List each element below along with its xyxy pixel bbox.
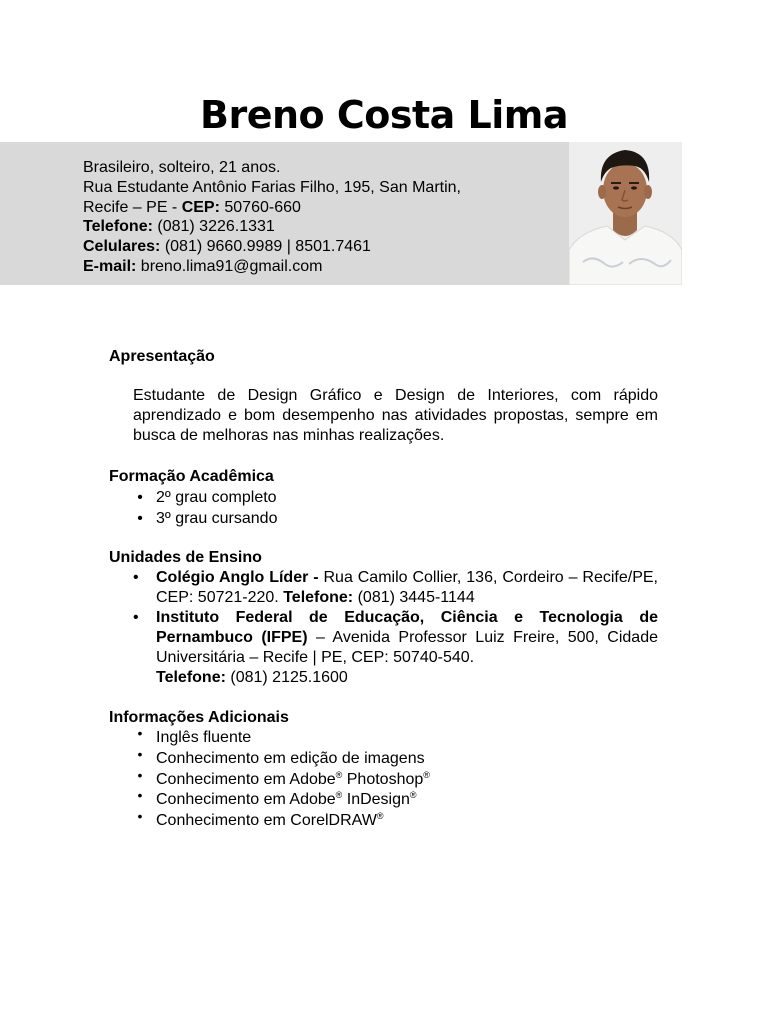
additional-item-text: Conhecimento em Adobe <box>156 791 336 809</box>
city-text: Recife – PE - <box>83 198 182 216</box>
list-item <box>109 725 658 749</box>
schools-title: Unidades de Ensino <box>109 549 262 566</box>
additional-item-product: Photoshop <box>342 770 424 788</box>
additional-item-text: Inglês fluente <box>156 729 252 746</box>
school-phone-value: (081) 2125.1600 <box>225 669 348 686</box>
bullet-icon: • <box>137 745 143 762</box>
list-item <box>109 487 658 508</box>
cep-label: CEP: <box>181 198 220 216</box>
school-address: Rua Camilo Collier, 136, Cordeiro – Recife/PE, CEP: 50721-220. <box>156 569 658 606</box>
list-item <box>109 745 658 770</box>
additional-list <box>109 725 658 832</box>
bullet-icon: • <box>133 609 139 626</box>
list-item <box>109 766 658 791</box>
education-item: 2º grau completo <box>156 489 277 506</box>
contact-line-phone <box>83 217 563 237</box>
cell-label: Celulares: <box>83 238 161 256</box>
school-phone-value: (081) 3445-1144 <box>353 589 475 606</box>
registered-mark: ® <box>376 811 384 822</box>
profile-photo <box>569 142 682 285</box>
list-item <box>109 808 658 832</box>
contact-line-personal: Brasileiro, solteiro, 21 anos. <box>83 159 281 176</box>
resume-content <box>109 347 658 832</box>
bullet-icon: • <box>137 725 143 741</box>
cell-value: (081) 9660.9989 | 8501.7461 <box>160 238 371 256</box>
list-item <box>109 608 658 688</box>
registered-mark: ® <box>423 769 430 780</box>
additional-item-text: Conhecimento em Adobe <box>156 770 336 788</box>
bullet-icon: • <box>137 787 143 804</box>
additional-title: Informações Adicionais <box>109 709 289 726</box>
phone-value: (081) 3226.1331 <box>152 218 275 236</box>
list-item <box>109 508 658 529</box>
email-value: breno.lima91@gmail.com <box>136 257 323 275</box>
presentation-text: Estudante de Design Gráfico e Design de Interiores, com rápido aprendizado e bom desempenho nas atividades propostas, sempre em busca de melhoras nas minhas realizações. <box>133 387 658 444</box>
bullet-icon: • <box>133 569 139 586</box>
contact-line-city <box>83 198 563 218</box>
school-name: Instituto Federal de Educação, Ciência e Tecnologia de Pernambuco (IFPE) <box>156 609 658 646</box>
bullet-icon: • <box>137 766 143 783</box>
registered-mark: ® <box>335 769 343 780</box>
additional-item-text: Conhecimento em CorelDRAW <box>156 812 377 830</box>
school-address: – Avenida Professor Luiz Freire, 500, Cidade Universitária – Recife | PE, CEP: 50740-540. <box>156 629 658 666</box>
presentation-title: Apresentação <box>109 348 215 365</box>
education-title: Formação Acadêmica <box>109 468 274 485</box>
bullet-icon: • <box>137 489 143 506</box>
contact-line-email <box>83 257 563 277</box>
list-item <box>109 787 658 811</box>
additional-item-product: InDesign <box>342 791 410 809</box>
school-phone-label: Telefone: <box>283 589 354 606</box>
education-item: 3º grau cursando <box>156 510 278 527</box>
cep-value: 50760-660 <box>219 198 301 216</box>
phone-label: Telefone: <box>83 218 153 236</box>
contact-line-address: Rua Estudante Antônio Farias Filho, 195, San Martin, <box>83 178 461 196</box>
school-phone-label: Telefone: <box>156 669 226 686</box>
additional-item-text: Conhecimento em edição de imagens <box>156 749 425 767</box>
resume-name: Breno Costa Lima <box>200 93 568 137</box>
schools-list <box>109 568 658 688</box>
email-label: E-mail: <box>83 257 137 275</box>
school-name: Colégio Anglo Líder - <box>156 569 319 586</box>
registered-mark: ® <box>335 790 343 801</box>
education-list <box>109 487 658 529</box>
registered-mark: ® <box>409 790 417 801</box>
contact-line-cell <box>83 237 563 257</box>
bullet-icon: • <box>137 808 143 825</box>
bullet-icon: • <box>137 510 143 527</box>
list-item <box>109 568 658 608</box>
contact-block <box>83 158 563 277</box>
